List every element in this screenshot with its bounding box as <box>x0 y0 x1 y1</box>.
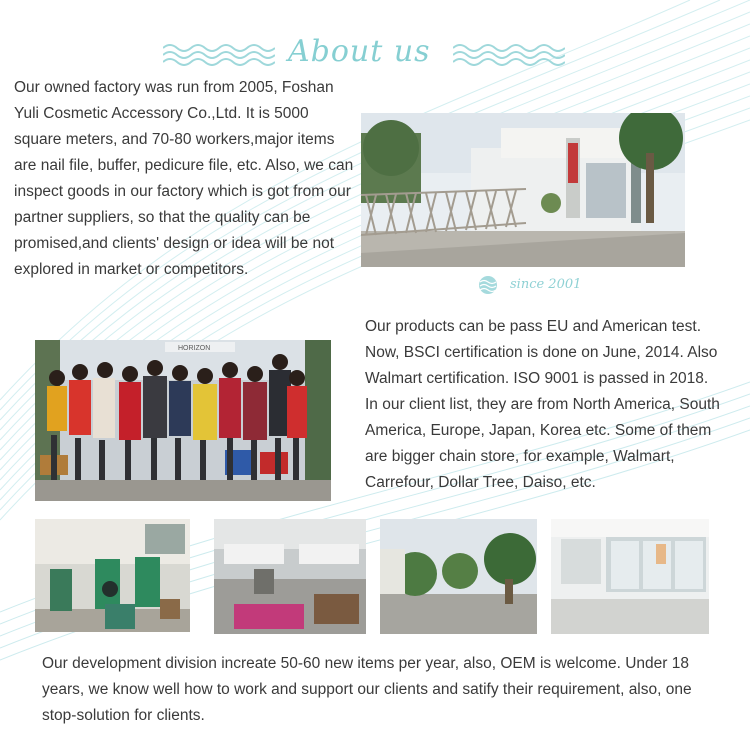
wave-decoration-right-icon <box>453 42 565 66</box>
wave-decoration-left-icon <box>163 42 275 66</box>
page-title: About us <box>288 34 431 69</box>
office-photo <box>551 519 709 634</box>
intro-paragraph: Our owned factory was run from 2005, Foshan Yuli Cosmetic Accessory Co.,Ltd. It is 5000 square meters, and 70-80 workers,major items are nail file, buffer, pedicure file, etc. Also, we can inspect goods in our factory which is got from our partner suppliers, so that the quality can be promised,and clients' design or idea will be not explored in market or competitors. <box>14 79 354 278</box>
section-header <box>0 32 750 76</box>
team-photo <box>35 340 331 501</box>
certification-paragraph: Our products can be pass EU and American test. Now, BSCI certification is done on June, 2014. Also Walmart certification. ISO 9001 is passed in 2018. In our client list, they are from North America, South America, Europe, Japan, Korea etc. Some of them are bigger chain store, for example, Walmart, Carrefour, Dollar Tree, Daiso, etc. <box>365 318 720 491</box>
circle-wave-icon <box>478 275 498 295</box>
workshop-photo-1 <box>35 519 190 632</box>
workshop-photo-2 <box>214 519 366 634</box>
horizon-sign: HORIZON <box>178 345 211 352</box>
factory-gate-photo <box>361 113 685 267</box>
factory-yard-photo <box>380 519 537 634</box>
since-badge <box>478 275 582 300</box>
since-text: since 2001 <box>510 277 582 292</box>
development-paragraph: Our development division increate 50-60 new items per year, also, OEM is welcome. Under 18 years, we know well how to work and support our clients and satify their requirement, also, one stop-solution for clients. <box>42 655 692 724</box>
